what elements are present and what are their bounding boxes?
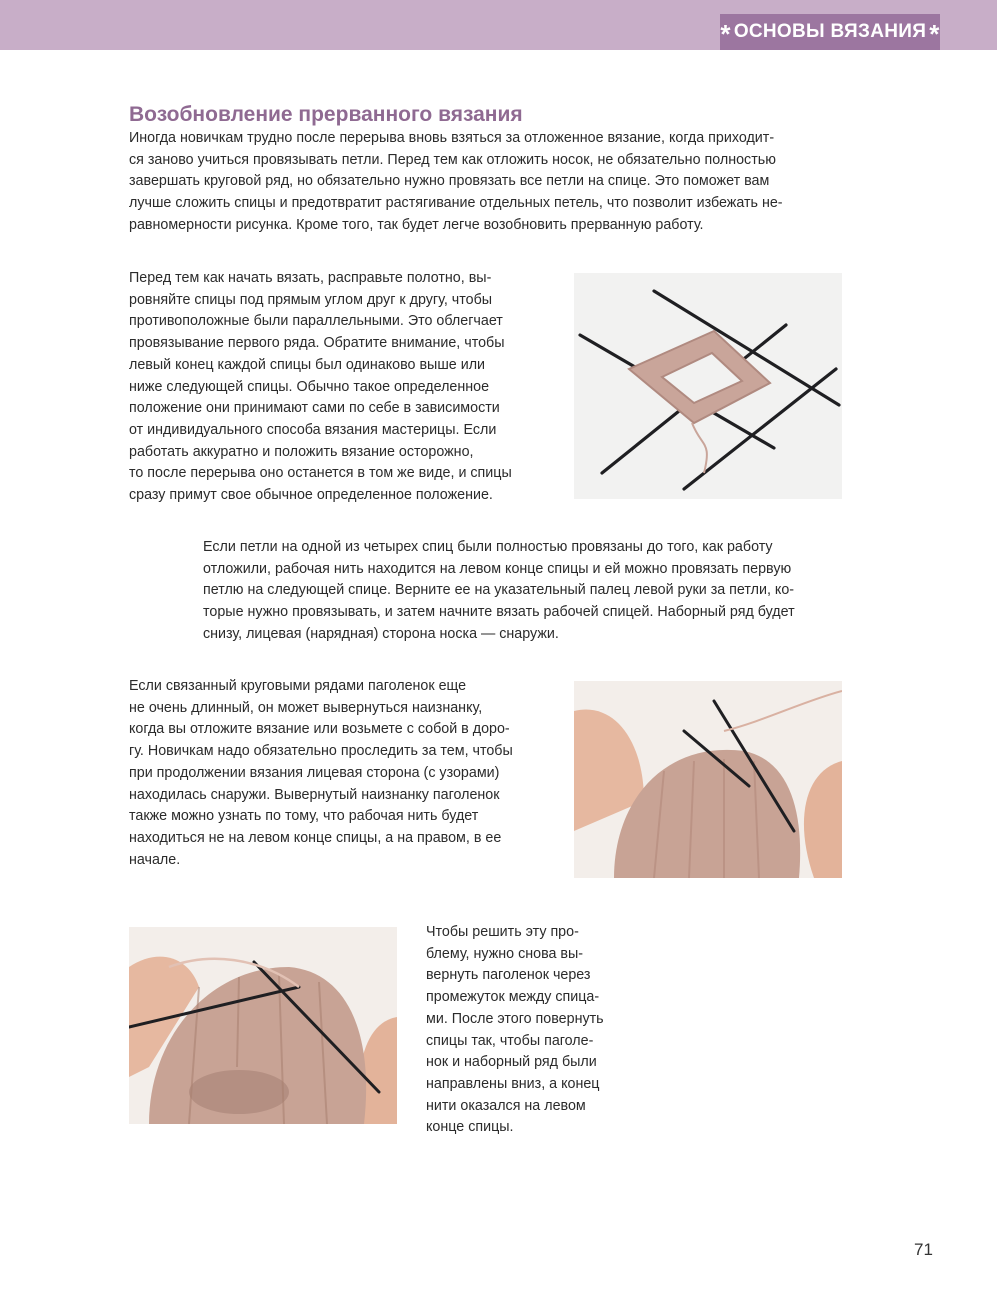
section-title: ОСНОВЫ ВЯЗАНИЯ xyxy=(733,21,927,42)
stitches-paragraph: Если петли на одной из четырех спиц были полностью провязаны до того, как работу отложили, рабочая нить находится на левом конце спицы и ей можно провязать первую петлю на следующей спице. Верните ее на указательный палец левой руки за петли, ко- торые нужно провязывать, и затем начните вязать рабочей спицей. Наборный ряд будет снизу, лицевая (нарядная) сторона носка — снаружи. xyxy=(203,539,795,642)
photo-hands-knitting xyxy=(574,681,842,878)
photo-needles-square xyxy=(574,273,842,499)
article-title: Возобновление прерванного вязания xyxy=(129,103,523,126)
needles-paragraph: Перед тем как начать вязать, расправьте полотно, вы- ровняйте спицы под прямым углом друг к другу, чтобы противоположные были параллельными. Это облегчает провязывание первого ряда. Обратите внимание, чтобы левый конец каждой спицы был одинаково выше или ниже следующей спицы. Обычно такое определенное положение они принимают сами по себе в зависимости от индивидуального способа вязания мастерицы. Если работать аккуратно и положить вязание осторожно, то после перерыва оно останется в том же виде, и спицы сразу примут свое обычное определенное положение. xyxy=(129,270,512,504)
inside-out-paragraph: Если связанный круговыми рядами паголенок еще не очень длинный, он может вывернуться наизнанку, когда вы отложите вязание или возьмете с собой в доро- гу. Новичкам надо обязательно проследить за тем, чтобы при продолжении вязания лицевая сторона (с узорами) находилась снаружи. Вывернутый наизнанку паголенок также можно узнать по тому, что рабочая нить будет находиться не на левом конце спицы, а на правом, в ее начале. xyxy=(129,678,513,868)
solution-paragraph: Чтобы решить эту про- блему, нужно снова вы- вернуть паголенок через промежуток между спица- ми. После этого повернуть спицы так, чтобы паголе- нок и наборный ряд были направлены вниз, а конец нити оказался на левом конце спицы. xyxy=(426,924,604,1136)
photo-turning-sock xyxy=(129,927,397,1124)
intro-paragraph: Иногда новичкам трудно после перерыва вновь взяться за отложенное вязание, когда приходит- ся заново учиться провязывать петли. Перед тем как отложить носок, не обязательно полностью завершать круговой ряд, но обязательно нужно провязать все петли на спице. Это поможет вам лучше сложить спицы и предотвратит растягивание отдельных петель, что позволит избежать не- равномерности рисунка. Кроме того, так будет легче возобновить прерванную работу. xyxy=(129,130,783,233)
star-icon: * xyxy=(929,19,940,49)
star-icon: * xyxy=(720,19,731,49)
section-header-tab xyxy=(720,14,940,50)
page-number: 71 xyxy=(914,1240,933,1259)
